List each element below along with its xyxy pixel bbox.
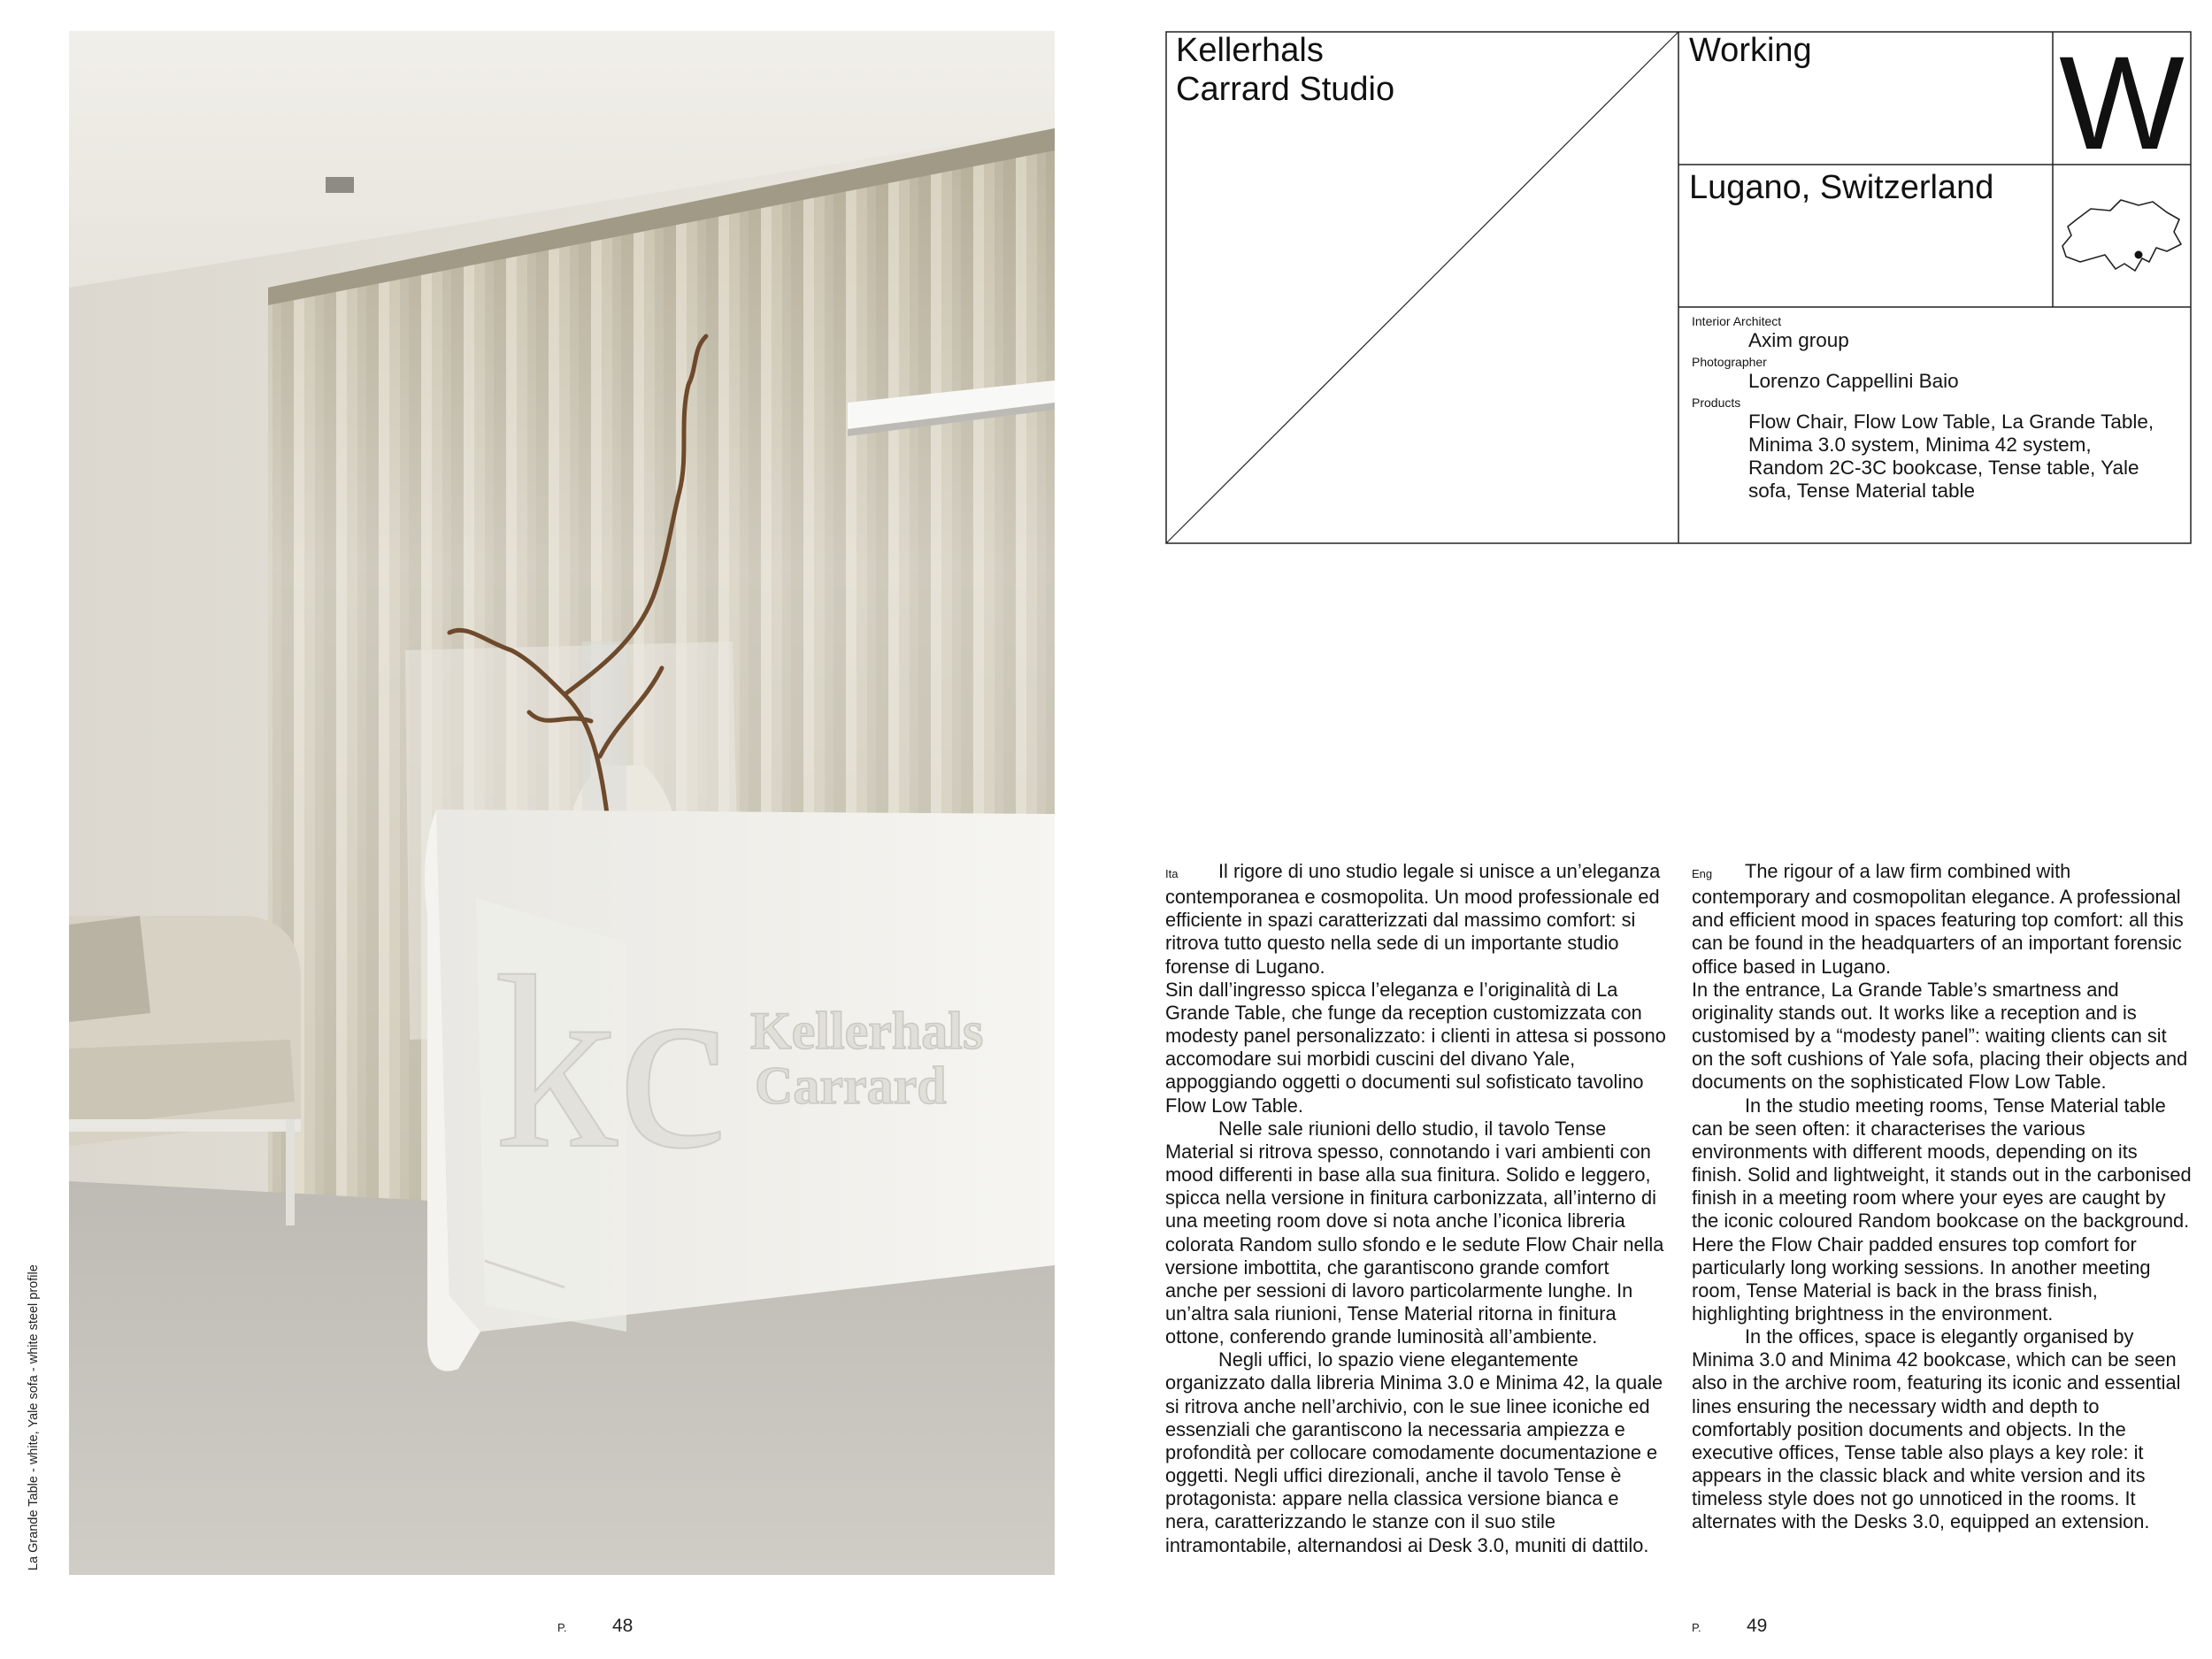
english-paragraph-2: In the entrance, La Grande Table’s smartness and originality stands out. It works like a reception and is customised by a “modesty panel”: waiting clients can sit on the soft cushions of Yale sofa, placing their objects and documents on the sophisticated Flow Low Table. [1692, 978, 2188, 1094]
project-credits [1692, 311, 2170, 503]
italian-paragraph-3: Nelle sale riunioni dello studio, il tavolo Tense Material si ritrova spesso, connotando i vari ambienti con mood differenti in base alla sua finitura. Solido e leggero, spicca nella versione in finitura carbonizzata, all’interno di una meeting room dove si nota anche l’iconica libreria colorata Random sullo sfondo e le sedute Flow Chair nella versione imbottita, che garantiscono grande comfort anche per sessioni di lavoro particolarmente lunghe. In un’altra sala riunioni, Tense Material ritorna in finitura ottone, conferendo grande luminosità all’ambiente. [1165, 1117, 1664, 1348]
credit-label-architect: Interior Architect [1692, 314, 1782, 328]
italian-paragraph-1: Il rigore di uno studio legale si unisce a un’eleganza contemporanea e cosmopolita. Un mood professionale ed efficiente in spazi caratterizzati dal massimo comfort: si ritrova tutto questo nella sede di un importante studio forense di Lugano. [1165, 860, 1661, 978]
english-paragraph-1: The rigour of a law firm combined with contemporary and cosmopolitan elegance. A professional and efficient mood in spaces featuring top comfort: all this can be found in the headquarters of an important forensic office based in Lugano. [1692, 860, 2184, 978]
desk-monogram: kc [494, 925, 728, 1200]
page-prefix: P. [1692, 1621, 1701, 1634]
desk-lettering-line1: Kellerhals [750, 1002, 984, 1060]
language-tag-eng: Eng [1692, 867, 1713, 880]
credit-value-architect: Axim group [1748, 329, 1849, 351]
page-number-left [557, 1616, 633, 1637]
page-prefix: P. [557, 1621, 567, 1634]
project-title-line1: Kellerhals [1176, 32, 1324, 69]
english-text-column [1692, 860, 2193, 1534]
photo-caption: La Grande Table - white, Yale sofa - white steel profile [27, 1264, 41, 1571]
english-paragraph-3: In the studio meeting rooms, Tense Material table can be seen often: it characterises the various environments with different moods, depending on its finish. Solid and lightweight, it stands out in the carbonised finish in a meeting room where your eyes are caught by the iconic coloured Random bookcase on the background. Here the Flow Chair padded ensures top comfort for particularly long working sessions. In another meeting room, Tense Material is back in the brass finish, highlighting brightness in the environment. [1692, 1094, 2192, 1325]
language-tag-ita: Ita [1165, 867, 1179, 880]
desk-lettering-line2: Carrard [755, 1056, 947, 1115]
project-title-line2: Carrard Studio [1176, 71, 1395, 108]
project-category: Working [1689, 32, 1812, 69]
italian-paragraph-4: Negli uffici, lo spazio viene elegantemente organizzato dalla libreria Minima 3.0 e Minima 42, la quale si ritrova anche nell’archivio, con le sue linee iconiche ed essenziali che garantiscono la necessaria ampiezza e profondità per collocare comodamente documentazione e oggetti. Negli uffici direzionali, anche il tavolo Tense è protagonista: appare nella classica versione bianca e nera, caratterizzando le stanze con il suo stile intramontabile, alternandosi ai Desk 3.0, muniti di dattilo. [1165, 1348, 1663, 1556]
credit-label-photographer: Photographer [1692, 355, 1767, 369]
credit-value-products: Flow Chair, Flow Low Table, La Grande Table, Minima 3.0 system, Minima 42 system, Random 2C-3C bookcase, Tense table, Yale sofa, Tense Material table [1748, 411, 2154, 502]
switzerland-map-icon [2057, 193, 2188, 290]
credit-label-products: Products [1692, 396, 1741, 410]
italian-paragraph-2: Sin dall’ingresso spicca l’eleganza e l’originalità di La Grande Table, che funge da reception customizzata con modesty panel personalizzato: i clienti in attesa si possono accomodare sui morbidi cuscini del divano Yale, appoggiando oggetti o documenti sul sofisticato tavolino Flow Low Table. [1165, 978, 1666, 1117]
category-letter: W [2059, 28, 2185, 177]
project-location: Lugano, Switzerland [1689, 169, 1994, 206]
project-title [1176, 31, 1394, 109]
italian-text-column [1165, 860, 1666, 1557]
page-number: 48 [612, 1616, 634, 1636]
reception-photo [69, 31, 1055, 1575]
page-number: 49 [1747, 1616, 1768, 1636]
english-paragraph-4: In the offices, space is elegantly organised by Minima 3.0 and Minima 42 bookcase, which can be seen also in the archive room, featuring its iconic and essential lines ensuring the necessary width and depth to comfortably position documents and objects. In the executive offices, Tense table also plays a key role: it appears in the classic black and white version and its timeless style does not go unnoticed in the rooms. It alternates with the Desks 3.0, equipped an extension. [1692, 1325, 2181, 1533]
page-number-right [1692, 1616, 1767, 1637]
credit-value-photographer: Lorenzo Cappellini Baio [1748, 370, 1959, 392]
